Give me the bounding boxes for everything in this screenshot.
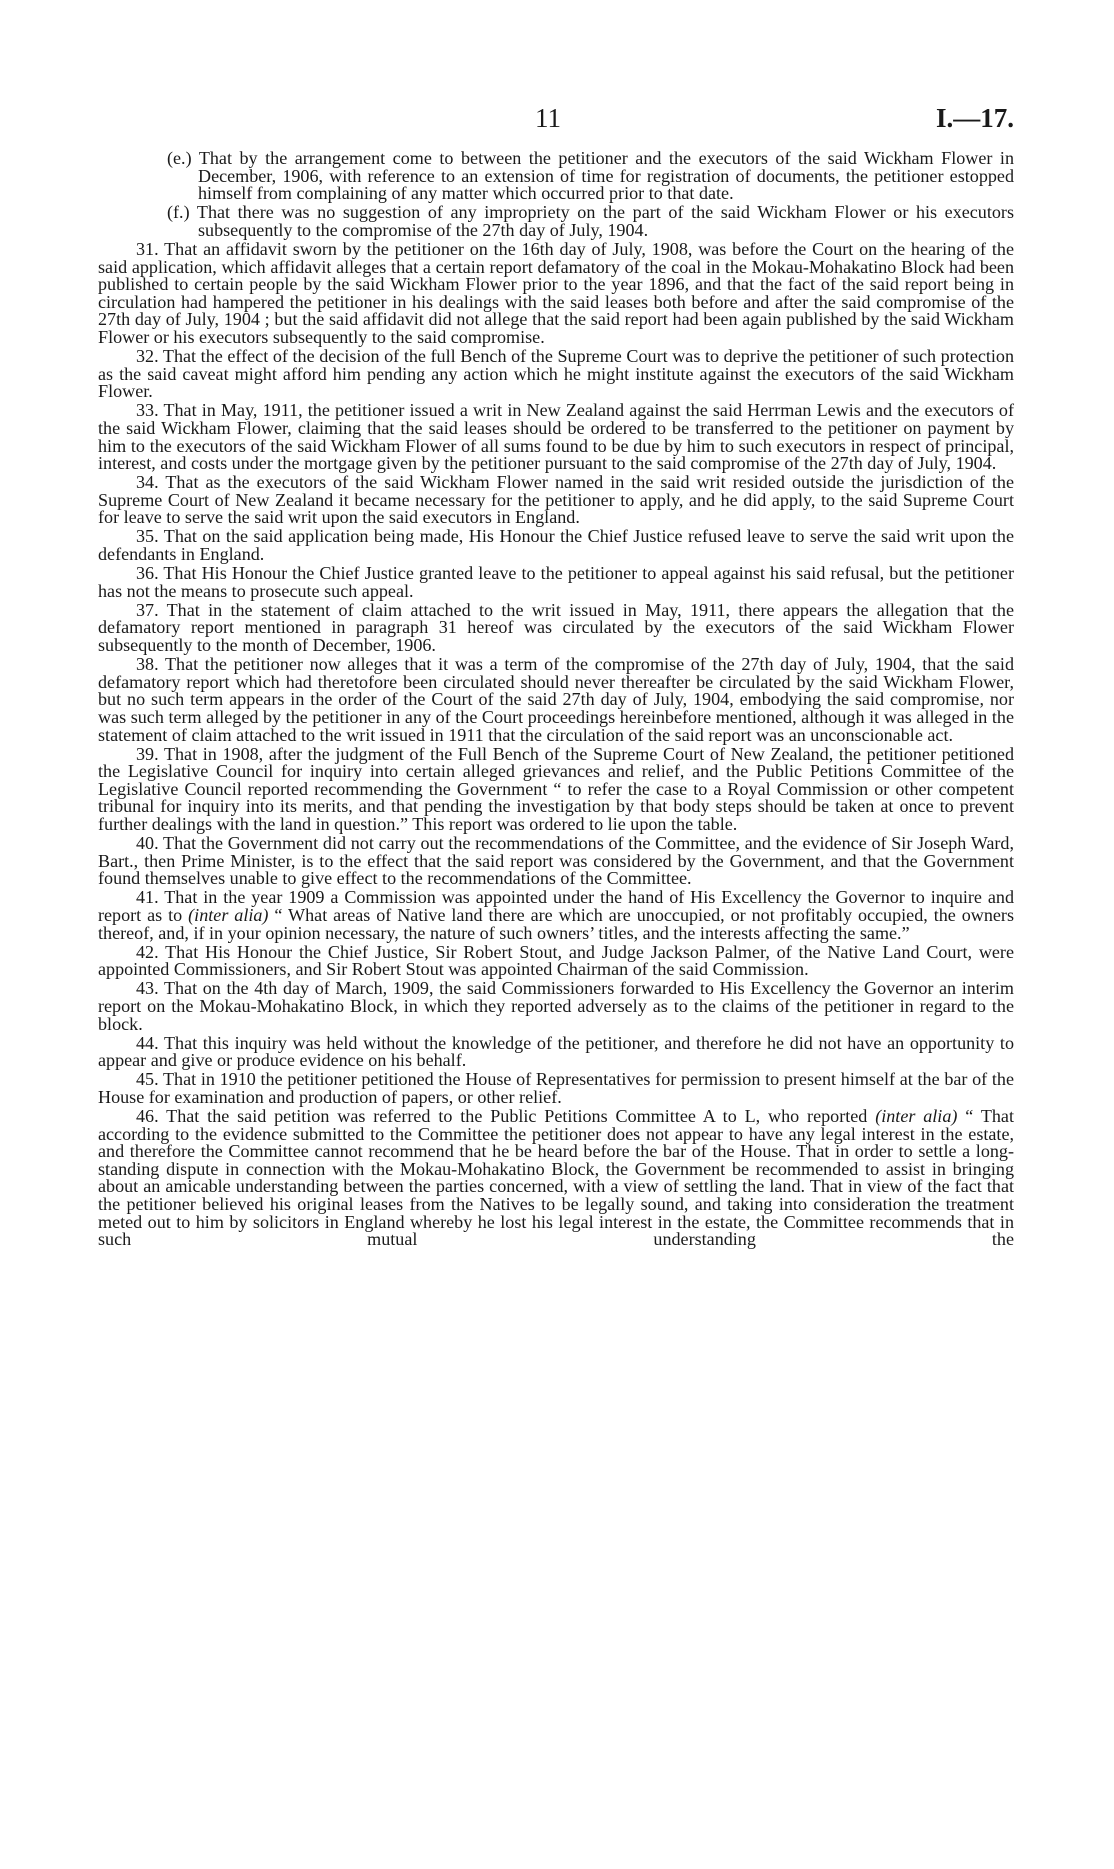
- paragraph-40: [98, 835, 1014, 888]
- subitem-label: (f.): [167, 202, 190, 223]
- body-text: [98, 150, 1014, 1250]
- paragraph-number: 35.: [136, 526, 159, 547]
- page-number: 11: [535, 103, 561, 133]
- paragraph-number: 46.: [136, 1105, 159, 1126]
- paragraph-text-post: “ What areas of Native land there are which are unoccupied, or not profitably occupied, the owners thereof, and, if in your opinion necessary, the nature of such owners’ titles, and the interests affecting the same.”: [98, 904, 1014, 943]
- paragraph-text-post: “ That according to the evidence submitted to the Committee the petitioner does not appear to have any legal interest in the estate, and therefore the Committee cannot recommend that he be heard before the bar of the House. That in order to settle a long-standing dispute in connection with the Mokau-Mohakatino Block, the Government be recommended to assist in bringing about an amicable understanding between the parties concerned, with a view of settling the land. That in view of the fact that the petitioner believed his original leases from the Natives to be legally sound, and taking into consideration the treatment meted out to him by solicitors in England whereby he lost his legal interest in the estate, the Committee recommends that in such mutual understanding the: [98, 1105, 1014, 1250]
- paragraph-number: 40.: [136, 833, 159, 854]
- paragraph-text: That the Government did not carry out the recommendations of the Committee, and the evidence of Sir Joseph Ward, Bart., then Prime Minister, is to the effect that the said report was considered by the Government, and that the Government found themselves unable to give effect to the recommendations of the Committee.: [98, 833, 1014, 889]
- paragraph-41: [98, 889, 1014, 942]
- subitem-e: [98, 150, 1014, 203]
- document-code: I.—17.: [935, 103, 1014, 133]
- paragraph-number: 43.: [136, 978, 159, 999]
- paragraph-36: [98, 565, 1014, 600]
- paragraph-number: 39.: [136, 743, 159, 764]
- paragraph-text: That on the said application being made, His Honour the Chief Justice refused leave to serve the said writ upon the defendants in England.: [98, 526, 1014, 565]
- paragraph-text: That His Honour the Chief Justice, Sir Robert Stout, and Judge Jackson Palmer, of the Native Land Court, were appointed Commissioners, and Sir Robert Stout was appointed Chairman of the said Commission.: [98, 941, 1014, 980]
- paragraph-number: 31.: [136, 238, 159, 259]
- paragraph-text: That an affidavit sworn by the petitioner on the 16th day of July, 1908, was before the Court on the hearing of the said application, which affidavit alleges that a certain report defamatory of the coal in the Mokau-Mohakatino Block had been published to certain people by the said Wickham Flower prior to the year 1896, and that the fact of the said report being in circulation had hampered the petitioner in his dealings with the said leases both before and after the said compromise of the 27th day of July, 1904 ; but the said affidavit did not allege that the said report had been again published by the said Wickham Flower or his executors subsequently to the said compromise.: [98, 238, 1014, 347]
- page-header: [0, 103, 1114, 143]
- paragraph-number: 38.: [136, 654, 159, 675]
- paragraph-number: 36.: [136, 563, 159, 584]
- paragraph-text: That the effect of the decision of the full Bench of the Supreme Court was to deprive the petitioner of such protection as the said caveat might afford him pending any action which he might institute against the executors of the said Wickham Flower.: [98, 346, 1014, 402]
- paragraph-number: 33.: [136, 400, 159, 421]
- paragraph-number: 32.: [136, 346, 159, 367]
- subitem-f: [98, 204, 1014, 239]
- paragraph-number: 41.: [136, 887, 159, 908]
- subitem-text: That by the arrangement come to between the petitioner and the executors of the said Wickham Flower in December, 1906, with reference to an extension of time for registration of documents, the petitioner estopped himself from complaining of any matter which occurred prior to that date.: [198, 148, 1014, 204]
- paragraph-31: [98, 238, 1014, 347]
- paragraph-number: 44.: [136, 1032, 159, 1053]
- paragraph-text: That this inquiry was held without the knowledge of the petitioner, and therefore he did not have an opportunity to appear and give or produce evidence on his behalf.: [98, 1032, 1014, 1071]
- paragraph-text: That His Honour the Chief Justice granted leave to the petitioner to appeal against his said refusal, but the petitioner has not the means to prosecute such appeal.: [98, 563, 1014, 601]
- paragraph-42: [98, 941, 1014, 980]
- paragraph-text: That in 1910 the petitioner petitioned the House of Representatives for permission to present himself at the bar of the House for examination and production of papers, or other relief.: [98, 1069, 1014, 1107]
- paragraph-38: [98, 656, 1014, 744]
- paragraph-text: That on the 4th day of March, 1909, the said Commissioners forwarded to His Excellency the Governor an interim report on the Mokau-Mohakatino Block, in which they reported adversely as to the claims of the petitioner in regard to the block.: [98, 978, 1014, 1034]
- paragraph-43: [98, 980, 1014, 1033]
- paragraph-text: That in 1908, after the judgment of the Full Bench of the Supreme Court of New Zealand, the petitioner petitioned the Legislative Council for inquiry into certain alleged grievances and relief, and the Public Petitions Committee of the Legislative Council reported recommending the Government “ to refer the case to a Royal Commission or other competent tribunal for inquiry into its merits, and that pending the investigation by that body steps should be taken at once to prevent further dealings with the land in question.” This report was ordered to lie upon the table.: [98, 743, 1014, 834]
- paragraph-33: [98, 402, 1014, 472]
- paragraph-text: That the petitioner now alleges that it was a term of the compromise of the 27th day of July, 1904, that the said defamatory report which had theretofore been circulated should never thereafter be circulated by the said Wickham Flower, but no such term appears in the order of the Court of the said 27th day of July, 1904, embodying the said compromise, nor was such term alleged by the petitioner in any of the Court proceedings hereinbefore mentioned, although it was alleged in the statement of claim attached to the writ issued in 1911 that the circulation of the said report was an unconscionable act.: [98, 654, 1014, 745]
- paragraph-number: 34.: [136, 472, 159, 493]
- paragraph-text-italic: (inter alia): [875, 1105, 958, 1126]
- paragraph-35: [98, 528, 1014, 563]
- subitem-text: That there was no suggestion of any impropriety on the part of the said Wickham Flower or his executors subsequently to the compromise of the 27th day of July, 1904.: [196, 202, 1014, 240]
- paragraph-44: [98, 1032, 1014, 1071]
- paragraph-text-pre: That the said petition was referred to the Public Petitions Committee A to L, who reported: [166, 1105, 868, 1126]
- paragraph-number: 45.: [136, 1069, 159, 1090]
- paragraph-45: [98, 1071, 1014, 1106]
- paragraph-text: That in the statement of claim attached to the writ issued in May, 1911, there appears the allegation that the defamatory report mentioned in paragraph 31 hereof was circulated by the executors of the said Wickham Flower subsequently to the month of December, 1906.: [98, 599, 1014, 656]
- paragraph-text: That in May, 1911, the petitioner issued a writ in New Zealand against the said Herrman Lewis and the executors of the said Wickham Flower, claiming that the said leases should be ordered to be transferred to the petitioner on payment by him to the executors of the said Wickham Flower of all sums found to be due by him to such executors in respect of principal, interest, and costs under the mortgage given by the petitioner pursuant to the said compromise of the 27th day of July, 1904.: [98, 400, 1014, 474]
- paragraph-34: [98, 474, 1014, 527]
- subitem-label: (e.): [167, 148, 192, 168]
- paragraph-text-pre: That in the year 1909 a Commission was appointed under the hand of His Excellency the Governor to inquire and report as to: [98, 887, 1014, 925]
- paragraph-number: 37.: [136, 599, 159, 620]
- paragraph-text: That as the executors of the said Wickham Flower named in the said writ resided outside the jurisdiction of the Supreme Court of New Zealand it became necessary for the petitioner to apply, and he did apply, to the said Supreme Court for leave to serve the said writ upon the said executors in England.: [98, 472, 1014, 528]
- paragraph-46: [98, 1105, 1014, 1250]
- paragraph-37: [98, 599, 1014, 656]
- paragraph-text-italic: (inter alia): [188, 904, 269, 925]
- paragraph-32: [98, 348, 1014, 401]
- paragraph-number: 42.: [136, 941, 159, 962]
- paragraph-39: [98, 743, 1014, 834]
